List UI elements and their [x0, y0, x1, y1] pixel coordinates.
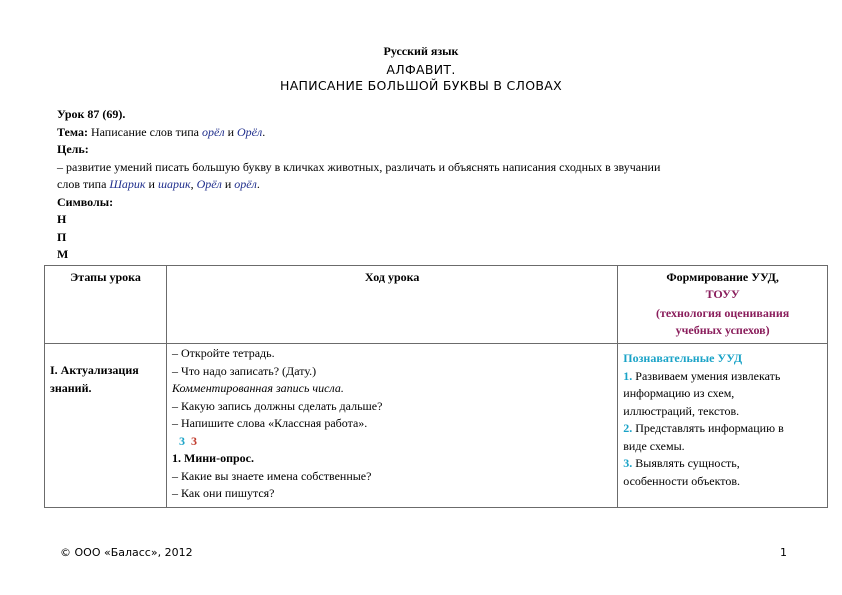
flow-line-3: Комментированная запись числа. — [172, 381, 344, 395]
topic-label: Тема: — [57, 124, 88, 139]
question-1: – Какие вы знаете имена собственные? — [172, 468, 372, 483]
number-3-orange: 3 — [191, 433, 198, 448]
topic-and: и — [224, 124, 237, 139]
uud-item-3-line1: Выявлять сущность, — [632, 456, 740, 470]
flow-line-2: – Что надо записать? (Дату.) — [172, 363, 317, 378]
uud-item-3-line2: особенности объектов. — [623, 473, 741, 488]
goal-word-1: Шарик — [109, 177, 146, 191]
table-row — [45, 344, 828, 508]
goal-end: . — [256, 177, 260, 191]
stage-line2: знаний. — [50, 380, 92, 395]
flow-line-4: – Какую запись должны сделать дальше? — [172, 398, 383, 413]
stage-cell — [45, 344, 167, 508]
goal-label: Цель: — [57, 142, 89, 156]
number-3-cyan: 3 — [179, 433, 186, 448]
goal-and-1: и — [145, 177, 158, 191]
topic-word-2: Орёл — [237, 124, 263, 139]
footer-copyright: © ООО «Баласс», 2012 — [60, 546, 193, 559]
uud-item-1-line2: информацию из схем, — [623, 386, 735, 400]
goal-word-3: Орёл — [196, 177, 222, 191]
goal-word-4: орёл — [234, 177, 257, 191]
subject-title: Русский язык — [383, 44, 459, 58]
question-2: – Как они пишутся? — [172, 486, 275, 500]
uud-item-3 — [623, 455, 823, 490]
symbols-label: Символы: — [57, 194, 114, 209]
mini-quiz-title: 1. Мини-опрос. — [172, 451, 254, 465]
goal-word-2: шарик — [157, 177, 191, 191]
uud-item-2-line2: виде схемы. — [623, 438, 685, 453]
goal-and-2: и — [221, 177, 235, 191]
uud-title: Познавательные УУД — [623, 351, 743, 365]
symbol-p: П — [57, 229, 67, 244]
lesson-intro — [57, 106, 787, 264]
lesson-table — [44, 265, 828, 508]
symbol-n: Н — [57, 212, 67, 226]
symbol-m: М — [57, 247, 69, 261]
topic-word-1: орёл — [202, 124, 225, 139]
header-uud-line2: ТОУУ — [705, 287, 740, 301]
page-number: 1 — [780, 546, 787, 559]
uud-item-3-num: 3. — [623, 456, 633, 470]
header-uud-line1: Формирование УУД, — [666, 270, 779, 284]
header-uud-line4: учебных успехов) — [675, 323, 770, 337]
header-uud — [618, 266, 828, 344]
symbol-numbers — [172, 433, 613, 451]
uud-item-2-num: 2. — [623, 421, 633, 435]
lesson-subtitle: НАПИСАНИЕ БОЛЬШОЙ БУКВЫ В СЛОВАХ — [280, 78, 562, 93]
uud-cell — [618, 344, 828, 508]
header-flow: Ход урока — [167, 266, 618, 344]
goal-text: слов типа — [57, 177, 110, 191]
topic-text: Написание слов типа — [87, 124, 203, 139]
header-stages: Этапы урока — [45, 266, 167, 344]
topic-end: . — [262, 124, 266, 139]
flow-cell — [167, 344, 618, 508]
uud-item-1-line1: Развиваем умения извлекать — [632, 368, 781, 383]
flow-line-5: – Напишите слова «Классная работа». — [172, 416, 368, 430]
uud-item-2 — [623, 420, 823, 455]
lesson-title: АЛФАВИТ. — [386, 62, 456, 77]
goal-line-2 — [57, 176, 787, 194]
goal-comma: , — [190, 177, 197, 191]
uud-item-1-num: 1. — [623, 368, 633, 383]
stage-line1: I. Актуализация — [50, 363, 139, 377]
goal-line-1: – развитие умений писать большую букву в кличках животных, различать и объяснять написания сходных в звучании — [57, 159, 661, 174]
topic-line — [57, 124, 787, 142]
uud-item-2-line1: Представлять информацию в — [632, 421, 784, 435]
lesson-number: Урок 87 (69). — [57, 107, 126, 121]
table-header-row — [45, 266, 828, 344]
flow-line-1: – Откройте тетрадь. — [172, 346, 275, 360]
header-uud-line3: (технология оценивания — [656, 306, 790, 320]
uud-item-1 — [623, 368, 823, 421]
uud-item-1-line3: иллюстраций, текстов. — [623, 403, 740, 418]
